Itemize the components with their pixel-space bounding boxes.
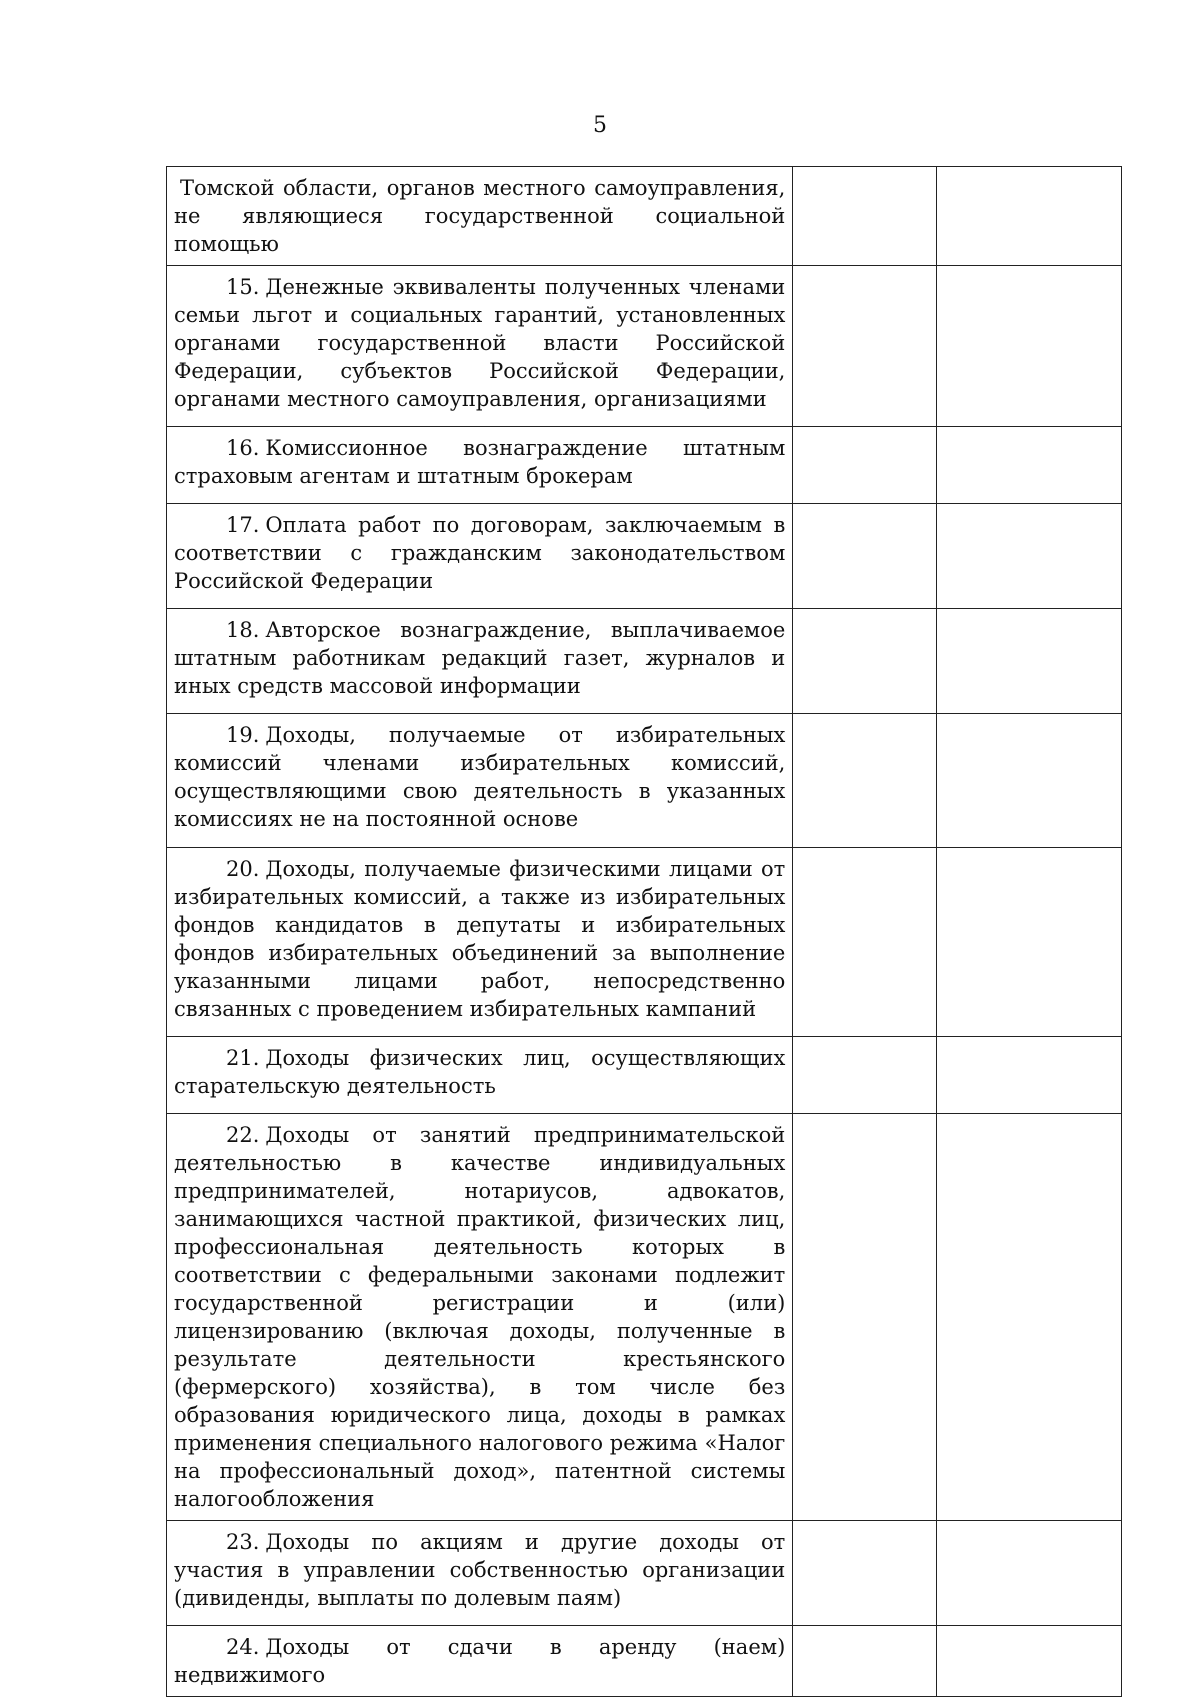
row-value-cell[interactable]	[936, 266, 1121, 427]
row-text	[174, 616, 785, 700]
table-row	[167, 504, 1122, 609]
row-number: 23.	[226, 1530, 260, 1554]
table-row	[167, 266, 1122, 427]
row-value-cell[interactable]	[936, 714, 1121, 848]
row-description: Авторское вознаграждение, выплачиваемое штатным работникам редакций газет, журналов и иных средств массовой информации	[174, 618, 786, 698]
row-description: Оплата работ по договорам, заключаемым в соответствии с гражданским законодательством Российской Федерации	[174, 513, 786, 593]
row-value-cell[interactable]	[793, 427, 936, 504]
row-text	[174, 855, 785, 1023]
row-description: Комиссионное вознаграждение штатным страховым агентам и штатным брокерам	[174, 436, 786, 488]
row-description: Денежные эквиваленты полученных членами семьи льгот и социальных гарантий, установленных органами государственной власти Российской Федерации, субъектов Российской Федерации, органами местного самоуправления, организациями	[174, 275, 786, 411]
row-number: 15.	[226, 275, 260, 299]
row-description: Доходы по акциям и другие доходы от участия в управлении собственностью организации (дивиденды, выплаты по долевым паям)	[174, 1530, 786, 1610]
row-description-cell	[167, 1114, 793, 1521]
row-number: 16.	[226, 436, 260, 460]
row-description-cell	[167, 1626, 793, 1697]
row-description-cell	[167, 714, 793, 848]
row-value-cell[interactable]	[936, 1114, 1121, 1521]
row-description-cell	[167, 167, 793, 266]
row-value-cell[interactable]	[793, 609, 936, 714]
row-text	[174, 1044, 785, 1100]
row-value-cell[interactable]	[936, 1626, 1121, 1697]
row-value-cell[interactable]	[936, 609, 1121, 714]
row-value-cell[interactable]	[793, 1114, 936, 1521]
row-text	[174, 434, 785, 490]
row-value-cell[interactable]	[936, 848, 1121, 1037]
row-value-cell[interactable]	[936, 427, 1121, 504]
row-value-cell[interactable]	[936, 1037, 1121, 1114]
row-number: 22.	[226, 1123, 260, 1147]
row-value-cell[interactable]	[793, 1037, 936, 1114]
row-description-cell	[167, 266, 793, 427]
row-number: 17.	[226, 513, 260, 537]
row-number: 19.	[226, 723, 260, 747]
row-number: 20.	[226, 857, 260, 881]
row-description: Доходы физических лиц, осуществляющих старательскую деятельность	[174, 1046, 786, 1098]
row-text	[174, 1633, 785, 1689]
row-value-cell[interactable]	[936, 167, 1121, 266]
row-description: Томской области, органов местного самоуправления, не являющиеся государственной социальной помощью	[174, 176, 786, 256]
row-value-cell[interactable]	[793, 1521, 936, 1626]
table-row	[167, 427, 1122, 504]
row-description-cell	[167, 427, 793, 504]
row-description: Доходы, получаемые физическими лицами от избирательных комиссий, а также из избирательных фондов кандидатов в депутаты и избирательных фондов избирательных объединений за выполнение указанными лицами работ, непосредственно связанных с проведением избирательных кампаний	[174, 857, 786, 1021]
table-row	[167, 609, 1122, 714]
row-number: 21.	[226, 1046, 260, 1070]
row-value-cell[interactable]	[793, 167, 936, 266]
row-value-cell[interactable]	[793, 504, 936, 609]
row-description-cell	[167, 504, 793, 609]
row-number: 24.	[226, 1635, 260, 1659]
row-description-cell	[167, 609, 793, 714]
income-table	[166, 166, 1122, 1697]
row-text	[174, 273, 785, 413]
row-description: Доходы, получаемые от избирательных комиссий членами избирательных комиссий, осуществляющими свою деятельность в указанных комиссиях не на постоянной основе	[174, 723, 786, 831]
row-value-cell[interactable]	[793, 266, 936, 427]
row-value-cell[interactable]	[793, 848, 936, 1037]
row-text	[174, 1528, 785, 1612]
table-row	[167, 848, 1122, 1037]
row-text	[174, 1121, 785, 1513]
row-description-cell	[167, 1037, 793, 1114]
row-description: Доходы от сдачи в аренду (наем) недвижимого	[174, 1635, 786, 1687]
row-text	[174, 174, 785, 258]
row-number: 18.	[226, 618, 260, 642]
row-value-cell[interactable]	[793, 1626, 936, 1697]
page-number: 5	[593, 113, 607, 138]
table-row	[167, 1114, 1122, 1521]
table-row	[167, 714, 1122, 848]
table-row	[167, 1626, 1122, 1697]
table-row	[167, 1521, 1122, 1626]
row-description: Доходы от занятий предпринимательской деятельностью в качестве индивидуальных предпринимателей, нотариусов, адвокатов, занимающихся частной практикой, физических лиц, профессиональная деятельность которых в соответствии с федеральными законами подлежит государственной регистрации и (или) лицензированию (включая доходы, полученные в результате деятельности крестьянского (фермерского) хозяйства), в том числе без образования юридического лица, доходы в рамках применения специального налогового режима «Налог на профессиональный доход», патентной системы налогообложения	[174, 1123, 786, 1511]
row-value-cell[interactable]	[936, 504, 1121, 609]
row-text	[174, 721, 785, 833]
row-text	[174, 511, 785, 595]
table-row	[167, 167, 1122, 266]
table-row	[167, 1037, 1122, 1114]
row-value-cell[interactable]	[793, 714, 936, 848]
row-description-cell	[167, 1521, 793, 1626]
row-description-cell	[167, 848, 793, 1037]
row-value-cell[interactable]	[936, 1521, 1121, 1626]
